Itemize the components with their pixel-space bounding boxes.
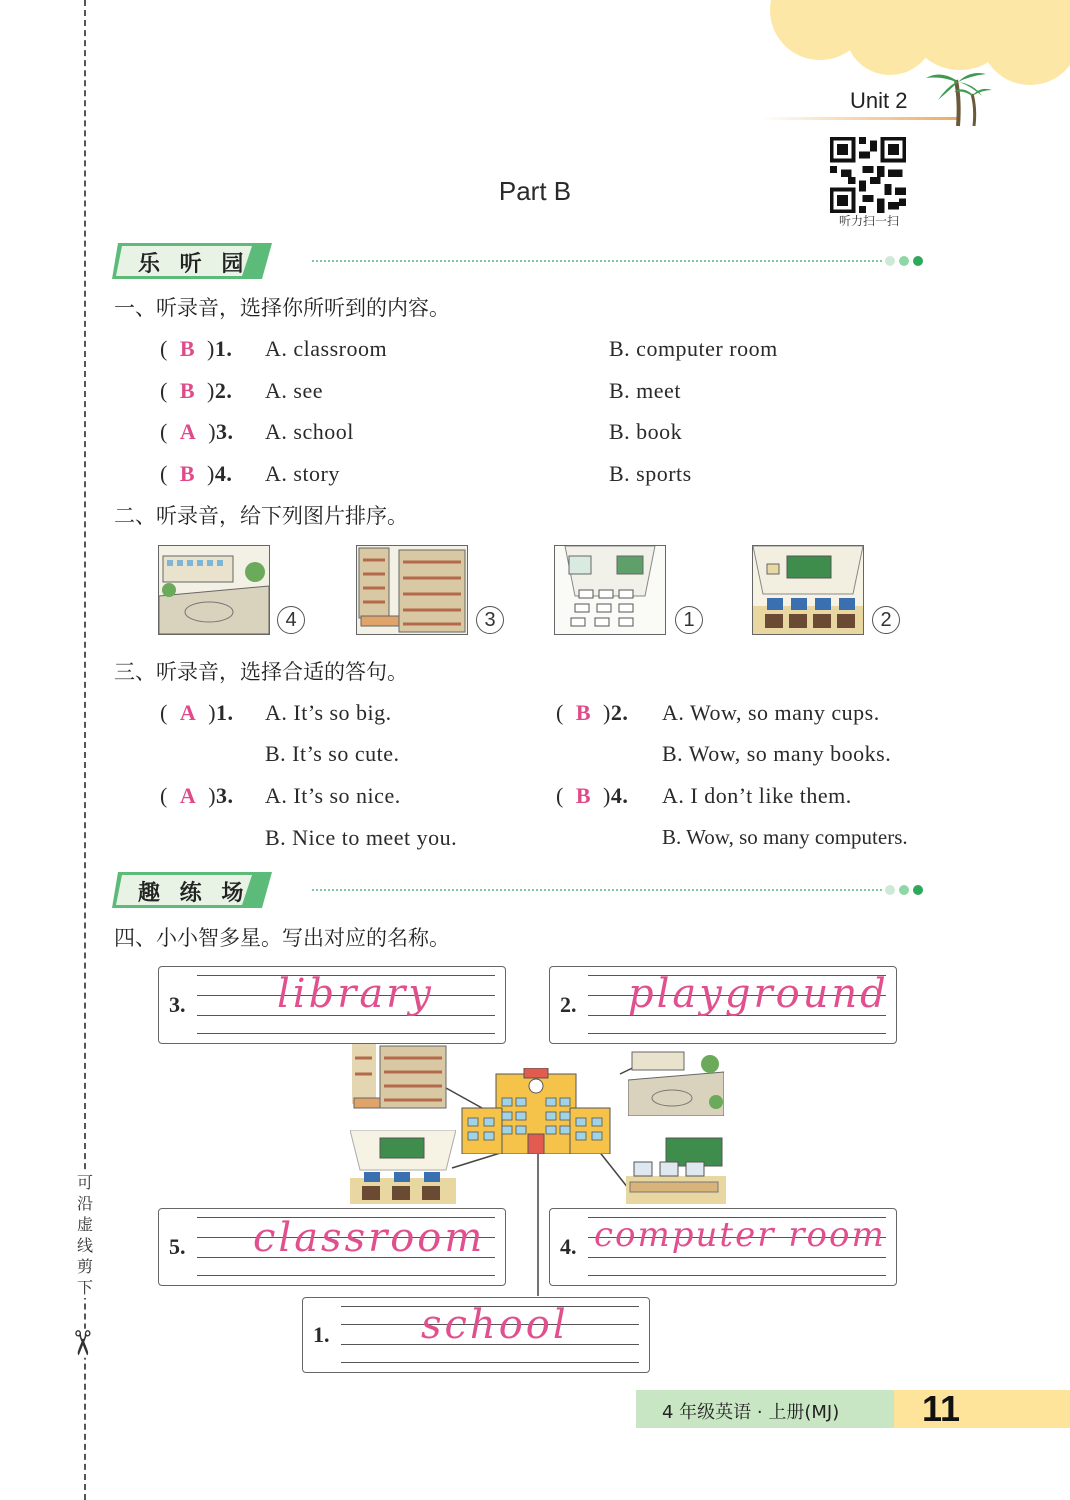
library-diagram-icon [352, 1044, 448, 1114]
classroom-diagram-icon [350, 1130, 456, 1204]
q1-item-2: ( B )2. [160, 378, 233, 403]
unit-label: Unit 2 [850, 88, 908, 113]
answer-box-library[interactable] [158, 966, 506, 1044]
answer-box-classroom[interactable] [158, 1208, 506, 1286]
option-a: A. school [265, 419, 354, 444]
q4-heading: 四、小小智多星。写出对应的名称。 [114, 926, 450, 950]
classroom-picture [752, 545, 864, 635]
option-a: A. Wow, so many cups. [662, 700, 880, 725]
item-number: 1. [214, 336, 233, 361]
qr-caption: 听力扫一扫 [838, 214, 899, 228]
option-a: A. It’s so nice. [265, 783, 401, 808]
option-b: B. Nice to meet you. [265, 825, 458, 850]
q3-item-2: ( B )2. [556, 700, 629, 725]
option-a: A. I don’t like them. [662, 783, 852, 808]
option-b: B. book [609, 419, 683, 444]
option-a: A. It’s so big. [265, 700, 392, 725]
computer-room-diagram-icon [626, 1132, 726, 1204]
playground-diagram-icon [628, 1050, 724, 1116]
answer-blank[interactable]: A [179, 783, 197, 808]
box-number: 1. [313, 1322, 330, 1347]
listen-section-banner [112, 243, 932, 279]
box-number: 3. [169, 992, 186, 1017]
option-b: B. Wow, so many computers. [662, 825, 908, 849]
q2-heading: 二、听录音，给下列图片排序。 [114, 504, 408, 528]
option-a: A. story [265, 461, 340, 486]
cloud-decoration [760, 0, 1070, 120]
handwritten-answer: classroom [253, 1215, 486, 1261]
handwritten-answer: computer room [594, 1215, 886, 1255]
footer-book-title: 4 年级英语 · 上册(MJ) [662, 1402, 840, 1423]
part-title: Part B [498, 176, 572, 206]
option-b: B. Wow, so many books. [662, 741, 892, 766]
q3-item-3: ( A )3. [160, 783, 234, 808]
handwritten-answer: playground [628, 971, 889, 1017]
page-number: 11 [922, 1388, 961, 1429]
q1-item-3: ( A )3. [160, 419, 234, 444]
answer-blank[interactable]: A [179, 419, 197, 444]
answer-box-school[interactable] [302, 1297, 650, 1373]
school-building-icon [460, 1068, 612, 1154]
scissors-icon: ✂ [62, 1328, 100, 1358]
banner-title: 乐 听 园 [138, 252, 250, 277]
q1-heading: 一、听录音，选择你所听到的内容。 [114, 296, 450, 320]
option-a: A. classroom [265, 336, 388, 361]
box-number: 2. [560, 992, 577, 1017]
banner-dotted-line [312, 260, 882, 262]
box-number: 4. [560, 1234, 577, 1259]
order-circle[interactable]: 2 [872, 606, 900, 634]
handwritten-answer: library [277, 971, 434, 1017]
option-b: B. meet [609, 378, 681, 403]
item-number: 3. [216, 419, 234, 444]
item-number: 4. [610, 783, 629, 808]
answer-blank[interactable]: B [575, 783, 592, 808]
answer-blank[interactable]: A [179, 700, 197, 725]
banner-end-dots [884, 254, 928, 268]
answer-blank[interactable]: B [575, 700, 592, 725]
option-a: A. see [265, 378, 323, 403]
item-number: 2. [610, 700, 629, 725]
answer-blank[interactable]: B [179, 336, 196, 361]
option-b: B. sports [609, 461, 692, 486]
banner-dotted-line [312, 889, 882, 891]
answer-box-computer-room[interactable] [549, 1208, 897, 1286]
order-circle[interactable]: 4 [277, 606, 305, 634]
answer-blank[interactable]: B [179, 378, 196, 403]
answer-blank[interactable]: B [179, 461, 196, 486]
answer-box-playground[interactable] [549, 966, 897, 1044]
banner-title: 趣 练 场 [138, 881, 250, 906]
box-number: 5. [169, 1234, 186, 1259]
practice-section-banner [112, 872, 932, 908]
item-number: 4. [214, 461, 233, 486]
q3-item-4: ( B )4. [556, 783, 629, 808]
item-number: 2. [214, 378, 233, 403]
order-circle[interactable]: 3 [476, 606, 504, 634]
q3-heading: 三、听录音，选择合适的答句。 [114, 660, 408, 684]
option-b: B. It’s so cute. [265, 741, 400, 766]
order-circle[interactable]: 1 [675, 606, 703, 634]
banner-end-dots [884, 883, 928, 897]
library-picture [356, 545, 468, 635]
item-number: 3. [216, 783, 234, 808]
item-number: 1. [216, 700, 234, 725]
computer-room-picture [554, 545, 666, 635]
q1-item-4: ( B )4. [160, 461, 233, 486]
option-b: B. computer room [609, 336, 778, 361]
handwritten-answer: school [421, 1302, 569, 1348]
palm-tree-icon [920, 66, 996, 128]
cut-instruction: 可沿虚线剪下 [74, 1172, 96, 1298]
q3-item-1: ( A )1. [160, 700, 234, 725]
playground-picture [158, 545, 270, 635]
q1-item-1: ( B )1. [160, 336, 233, 361]
